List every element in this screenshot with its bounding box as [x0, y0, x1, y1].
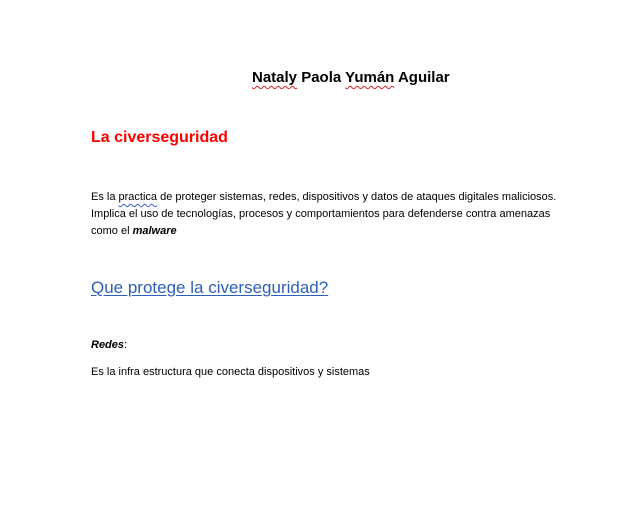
term-line: [91, 339, 127, 351]
paragraph-line-3-start: como el: [91, 225, 133, 237]
term-suffix: :: [124, 339, 128, 351]
paragraph-line-3: [91, 223, 611, 240]
paragraph-line-1: [91, 189, 611, 206]
flagged-word: practica: [118, 191, 158, 203]
intro-paragraph: [91, 189, 611, 240]
paragraph-line-1-start: Es la: [91, 191, 119, 203]
emphasis-malware: malware: [132, 225, 177, 237]
paragraph-line-2: Implica el uso de tecnologías, procesos y comportamientos para defenderse contra amenazas: [91, 208, 551, 220]
author-last-name-1: Yumán: [345, 69, 395, 86]
author-middle-name: Paola: [301, 69, 342, 86]
term-label: Redes: [91, 339, 125, 351]
author-first-name: Nataly: [252, 69, 298, 86]
term-definition: Es la infra estructura que conecta dispositivos y sistemas: [91, 366, 370, 378]
subheading-link[interactable]: Que protege la civerseguridad?: [91, 278, 329, 297]
author-name: [252, 69, 450, 86]
section-heading: La civerseguridad: [91, 129, 228, 146]
author-last-name-2: Aguilar: [397, 69, 450, 86]
paragraph-line-1-end: de proteger sistemas, redes, dispositivos y datos de ataques digitales maliciosos.: [157, 191, 557, 203]
